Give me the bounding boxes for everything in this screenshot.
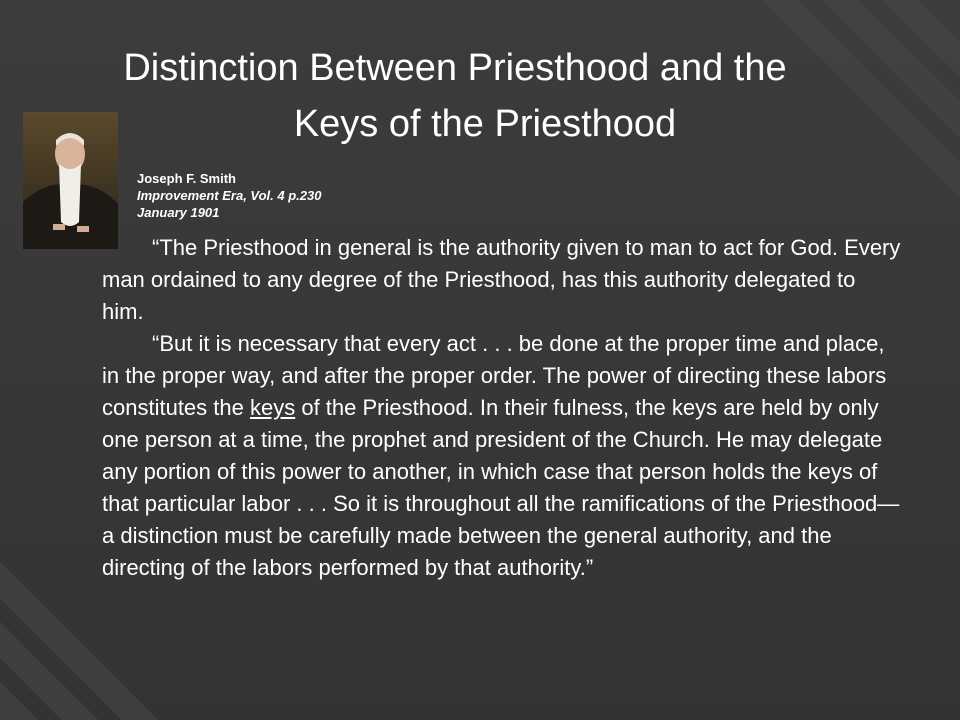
- citation-date: January 1901: [137, 205, 220, 220]
- slide-title-line-1: Distinction Between Priesthood and the: [123, 47, 787, 89]
- portrait-photo: [23, 112, 118, 249]
- citation-source: Improvement Era, Vol. 4 p.230: [137, 188, 322, 203]
- citation: [137, 170, 321, 221]
- citation-author: Joseph F. Smith: [137, 171, 236, 186]
- quote-keyword-keys: keys: [249, 395, 296, 420]
- quote-paragraph-2-after: of the Priesthood. In their fulness, the keys are held by only one person at a time, the prophet and president of the Church. He may delegate any portion of this power to another, in which case that person holds the keys of that particular labor . . . So it is throughout all the ramifications of the Priesthood—a distinction must be carefully made between the general authority, and the directing of the labors performed by that authority.”: [102, 395, 900, 580]
- quote-body: [102, 232, 902, 584]
- slide-title-line-2: Keys of the Priesthood: [293, 103, 677, 145]
- quote-paragraph-1: “The Priesthood in general is the authority given to man to act for God. Every man ordained to any degree of the Priesthood, has this authority delegated to him.: [102, 235, 901, 324]
- slide-title: [60, 40, 850, 152]
- quote-paragraph-2: [102, 328, 902, 584]
- quote-paragraph-2-before: “But it is necessary that every act . . . be done at the proper time and place, in the proper way, and after the proper order. The power of directing these labors constitutes the: [102, 331, 887, 420]
